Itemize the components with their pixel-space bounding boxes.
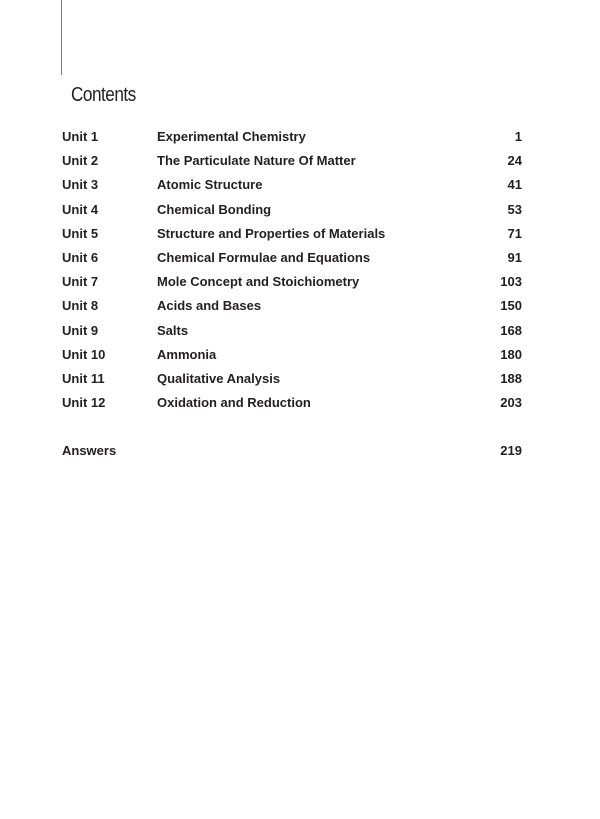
toc-unit-title: Atomic Structure bbox=[157, 177, 263, 193]
toc-page-number: 71 bbox=[507, 225, 522, 241]
toc-row[interactable] bbox=[62, 150, 522, 174]
toc-row[interactable] bbox=[62, 295, 522, 319]
toc-unit-label: Unit 3 bbox=[62, 177, 99, 193]
toc-page-number: 180 bbox=[500, 346, 522, 362]
toc-row[interactable] bbox=[62, 271, 522, 295]
toc-page-number: 188 bbox=[500, 370, 522, 386]
toc-unit-label: Unit 5 bbox=[62, 225, 99, 241]
toc-unit-title: Mole Concept and Stoichiometry bbox=[157, 274, 360, 290]
toc-unit-title: Experimental Chemistry bbox=[157, 129, 306, 144]
toc-page-number: 203 bbox=[500, 395, 522, 411]
page-title: Contents bbox=[71, 84, 136, 106]
toc-row[interactable] bbox=[62, 368, 522, 392]
answers-page-number: 219 bbox=[500, 443, 522, 458]
toc-page-number: 1 bbox=[514, 129, 522, 144]
toc-unit-label: Unit 4 bbox=[62, 201, 99, 217]
toc-unit-label: Unit 7 bbox=[62, 274, 99, 290]
toc-page-number: 41 bbox=[507, 177, 522, 193]
toc-page-number: 91 bbox=[507, 249, 522, 265]
toc-page-number: 103 bbox=[500, 274, 522, 290]
toc-row[interactable] bbox=[62, 223, 522, 247]
margin-rule bbox=[61, 0, 62, 75]
toc-unit-label: Unit 12 bbox=[62, 395, 106, 411]
table-of-contents bbox=[62, 126, 522, 416]
toc-page-number: 150 bbox=[500, 298, 522, 314]
toc-unit-label: Unit 10 bbox=[62, 346, 106, 362]
toc-row[interactable] bbox=[62, 344, 522, 368]
toc-unit-title: Qualitative Analysis bbox=[157, 370, 281, 386]
toc-unit-label: Unit 8 bbox=[62, 298, 99, 314]
toc-row[interactable] bbox=[62, 174, 522, 198]
toc-unit-title: The Particulate Nature Of Matter bbox=[157, 153, 356, 169]
toc-unit-label: Unit 1 bbox=[62, 129, 99, 144]
toc-row[interactable] bbox=[62, 320, 522, 344]
toc-row[interactable] bbox=[62, 199, 522, 223]
toc-answers-row[interactable] bbox=[62, 440, 522, 461]
toc-page-number: 53 bbox=[507, 201, 522, 217]
toc-unit-title: Salts bbox=[157, 322, 189, 338]
toc-unit-title: Chemical Bonding bbox=[157, 201, 272, 217]
toc-unit-label: Unit 9 bbox=[62, 322, 99, 338]
toc-unit-label: Unit 6 bbox=[62, 249, 99, 265]
toc-unit-title: Ammonia bbox=[157, 346, 217, 362]
toc-unit-title: Oxidation and Reduction bbox=[157, 395, 311, 411]
toc-unit-title: Structure and Properties of Materials bbox=[157, 225, 386, 241]
toc-row[interactable] bbox=[62, 247, 522, 271]
toc-unit-label: Unit 2 bbox=[62, 153, 99, 169]
toc-unit-label: Unit 11 bbox=[62, 370, 105, 386]
toc-page-number: 168 bbox=[500, 322, 522, 338]
toc-page-number: 24 bbox=[507, 153, 522, 169]
answers-label: Answers bbox=[62, 443, 117, 458]
toc-unit-title: Acids and Bases bbox=[157, 298, 262, 314]
toc-unit-title: Chemical Formulae and Equations bbox=[157, 249, 371, 265]
toc-row[interactable] bbox=[62, 126, 522, 150]
toc-row[interactable] bbox=[62, 392, 522, 416]
